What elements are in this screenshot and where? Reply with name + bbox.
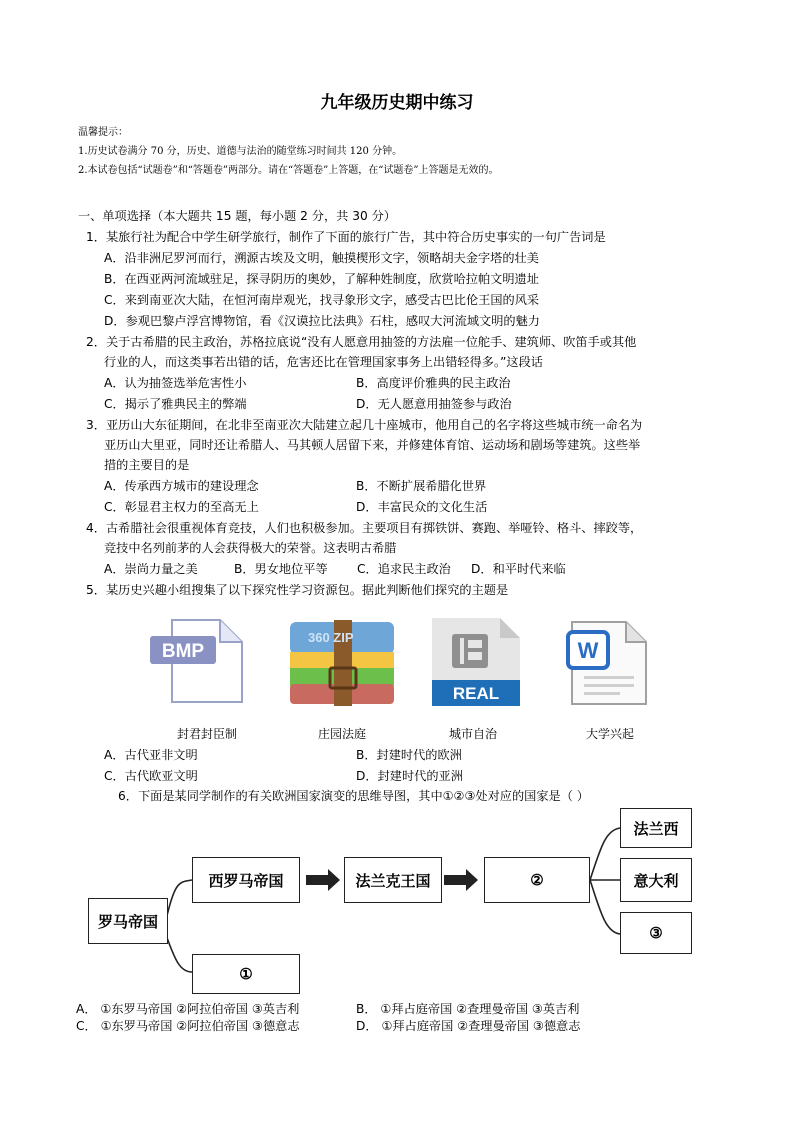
q4-option-b: B．男女地位平等 (234, 562, 328, 576)
q2-option-d: D．无人愿意用抽签参与政治 (356, 397, 512, 411)
q4-option-a: A．崇尚力量之美 (104, 562, 198, 576)
q5-option-c: C．古代欧亚文明 (104, 769, 198, 783)
icon-label-3: 城市自治 (448, 727, 497, 741)
map-node-frank: 法兰克王国 (344, 857, 442, 903)
q6-option-b: B． ①拜占庭帝国 ②查理曼帝国 ③英吉利 (356, 1002, 580, 1016)
q1-option-a: A．沿非洲尼罗河而行，溯源古埃及文明，触摸楔形文字，领略胡夫金字塔的壮美 (104, 251, 539, 265)
q4-stem-1: 4．古希腊社会很重视体育竞技，人们也积极参加。主要项目有掷铁饼、赛跑、举哑铃、格斗、摔跤等， (86, 521, 643, 535)
q5-option-a: A．古代亚非文明 (104, 748, 198, 762)
tips-heading: 温馨提示： (78, 127, 128, 138)
page-title: 九年级历史期中练习 (320, 93, 474, 113)
map-node-france: 法兰西 (620, 808, 692, 848)
q6-option-c: C． ①东罗马帝国 ②阿拉伯帝国 ③德意志 (76, 1019, 300, 1033)
q2-stem-2: 行业的人，而这类事若出错的话，危害还比在管理国家事务上出错轻得多。”这段话 (104, 355, 543, 369)
real-media-file-icon (430, 618, 522, 708)
q5-option-b: B．封建时代的欧洲 (356, 748, 462, 762)
q5-stem: 5．某历史兴趣小组搜集了以下探究性学习资源包。据此判断他们探究的主题是 (86, 583, 509, 597)
map-node-root: 罗马帝国 (88, 898, 168, 944)
tips-line-2: 2.本试卷包括“试题卷”和“答题卷”两部分。请在“答题卷”上答题，在“试题卷”上答题是无效的。 (78, 165, 499, 176)
icon-label-1: 封君封臣制 (176, 727, 237, 741)
q6-option-d: D． ①拜占庭帝国 ②查理曼帝国 ③德意志 (356, 1019, 581, 1033)
q6-option-a: A． ①东罗马帝国 ②阿拉伯帝国 ③英吉利 (76, 1002, 300, 1016)
section-heading: 一、单项选择（本大题共 15 题，每小题 2 分，共 30 分） (78, 209, 396, 223)
map-node-west-rome: 西罗马帝国 (192, 857, 300, 903)
q4-option-c: C．追求民主政治 (357, 562, 451, 576)
map-node-italy: 意大利 (620, 858, 692, 902)
icon-label-2: 庄园法庭 (317, 727, 366, 741)
q1-stem: 1．某旅行社为配合中学生研学旅行，制作了下面的旅行广告，其中符合历史事实的一句广告词是 (86, 230, 606, 244)
q1-option-d: D．参观巴黎卢浮宫博物馆，看《汉谟拉比法典》石柱，感叹大河流域文明的魅力 (104, 314, 540, 328)
q3-option-b: B．不断扩展希腊化世界 (356, 479, 487, 493)
real-badge: REAL (452, 684, 500, 703)
zip-badge: 360 ZIP (308, 630, 354, 645)
q4-option-d: D．和平时代来临 (471, 562, 566, 576)
q1-option-b: B．在西亚两河流域驻足，探寻阴历的奥妙，了解种姓制度，欣赏哈拉帕文明遗址 (104, 272, 539, 286)
q3-stem-1: 3．亚历山大东征期间，在北非至南亚次大陆建立起几十座城市，他用自己的名字将这些城市统一命名为 (86, 418, 643, 432)
word-document-icon (564, 618, 650, 708)
q3-stem-3: 措的主要目的是 (104, 458, 190, 472)
map-node-blank-1: ① (192, 954, 300, 994)
q3-option-c: C．彰显君主权力的至高无上 (104, 500, 259, 514)
zip-archive-icon (286, 618, 398, 708)
map-node-blank-3: ③ (620, 912, 692, 954)
q3-option-d: D．丰富民众的文化生活 (356, 500, 488, 514)
q1-option-c: C．来到南亚次大陆，在恒河南岸观光，找寻象形文字，感受古巴比伦王国的风采 (104, 293, 540, 307)
tips-line-1: 1.历史试卷满分 70 分，历史、道德与法治的随堂练习时间共 120 分钟。 (78, 146, 403, 157)
bmp-badge: BMP (161, 641, 205, 662)
map-node-blank-2: ② (484, 857, 590, 903)
q2-option-b: B．高度评价雅典的民主政治 (356, 376, 511, 390)
q4-stem-2: 竞技中名列前茅的人会获得极大的荣誉。这表明古希腊 (104, 541, 397, 555)
icon-label-4: 大学兴起 (585, 727, 634, 741)
q5-option-d: D．封建时代的亚洲 (356, 769, 463, 783)
q2-option-c: C．揭示了雅典民主的弊端 (104, 397, 247, 411)
q2-option-a: A．认为抽签选举危害性小 (104, 376, 247, 390)
q3-stem-2: 亚历山大里亚，同时还让希腊人、马其顿人居留下来，并修建体育馆、运动场和剧场等建筑。这些举 (104, 438, 641, 452)
word-badge: W (577, 638, 599, 663)
bmp-file-icon (148, 618, 244, 704)
q3-option-a: A．传承西方城市的建设理念 (104, 479, 259, 493)
q6-stem: 6．下面是某同学制作的有关欧洲国家演变的思维导图，其中①②③处对应的国家是（ ） (118, 789, 589, 803)
q2-stem-1: 2．关于古希腊的民主政治，苏格拉底说“没有人愿意用抽签的方法雇一位舵手、建筑师、吹笛手或其他 (86, 335, 637, 349)
